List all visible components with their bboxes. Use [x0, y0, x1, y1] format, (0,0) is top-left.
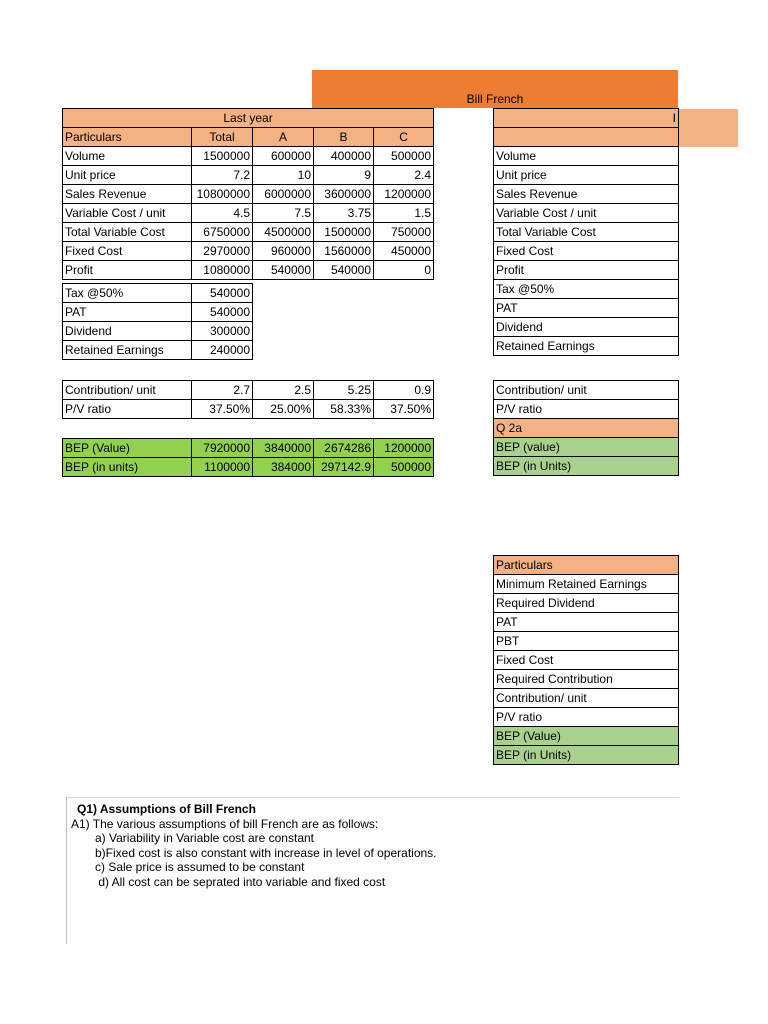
notes-item: b)Fixed cost is also constant with increase in level of operations.	[95, 845, 437, 860]
row-label: Minimum Retained Earnings	[494, 575, 679, 594]
row-label: Total Variable Cost	[494, 222, 679, 241]
last-year-table	[62, 108, 434, 280]
cell: 58.33%	[314, 400, 374, 419]
notes-intro: A1) The various assumptions of bill French are as follows:	[71, 816, 379, 831]
row-label: Unit price	[494, 165, 679, 184]
company-title: Bill French	[466, 92, 524, 106]
table-row	[494, 651, 679, 670]
notes-item: d) All cost can be seprated into variable and fixed cost	[95, 874, 386, 889]
row-label: Required Contribution	[494, 670, 679, 689]
table-row	[63, 400, 434, 419]
cell: 2.5	[253, 381, 314, 400]
table-row	[494, 575, 679, 594]
cell: 6750000	[192, 223, 253, 242]
row-label: Profit	[494, 260, 679, 279]
row-label: BEP (in Units)	[494, 746, 679, 765]
cell: 600000	[253, 147, 314, 166]
col-total: Total	[192, 128, 253, 147]
cell: 750000	[374, 223, 434, 242]
cell: 400000	[314, 147, 374, 166]
row-label: Total Variable Cost	[63, 223, 192, 242]
cell: 3.75	[314, 204, 374, 223]
cell: 0.9	[374, 381, 434, 400]
cell: 2674286	[314, 439, 374, 458]
last-year-label: Last year	[63, 109, 434, 128]
row-label: PAT	[494, 613, 679, 632]
row-label: PBT	[494, 632, 679, 651]
bep-table	[62, 438, 434, 477]
cell: 1500000	[192, 147, 253, 166]
table-row	[63, 303, 253, 322]
table-row	[63, 322, 253, 341]
cell: 1.5	[374, 204, 434, 223]
particulars-table	[493, 555, 679, 765]
title-banner	[312, 70, 678, 108]
cell: 7920000	[192, 439, 253, 458]
table-row	[494, 708, 679, 727]
header-extension	[678, 109, 738, 147]
row-label: Tax @50%	[63, 284, 192, 303]
cell: 25.00%	[253, 400, 314, 419]
table-row	[494, 438, 679, 457]
table-row	[494, 594, 679, 613]
table-row	[63, 458, 434, 477]
cell: 9	[314, 166, 374, 185]
table-row	[63, 185, 434, 204]
table-row	[494, 381, 679, 400]
contribution-table	[62, 380, 434, 419]
table-row	[63, 147, 434, 166]
cell: 3600000	[314, 185, 374, 204]
cell: 540000	[314, 261, 374, 280]
table-row	[494, 727, 679, 746]
right-header-empty	[494, 128, 679, 147]
cell: 240000	[192, 341, 253, 360]
row-label: BEP (Value)	[494, 727, 679, 746]
table-row	[63, 439, 434, 458]
col-particulars: Particulars	[63, 128, 192, 147]
cell: 1200000	[374, 185, 434, 204]
table-row	[63, 284, 253, 303]
table-row	[494, 241, 679, 260]
row-label: Required Dividend	[494, 594, 679, 613]
cell: 500000	[374, 458, 434, 477]
cell: 4500000	[253, 223, 314, 242]
right-header-row-2	[494, 128, 679, 147]
cell: 384000	[253, 458, 314, 477]
table-row	[494, 298, 679, 317]
row-label: Fixed Cost	[494, 241, 679, 260]
table-row	[63, 242, 434, 261]
row-label: Retained Earnings	[63, 341, 192, 360]
right-header-row	[494, 109, 679, 128]
row-label: Tax @50%	[494, 279, 679, 298]
table-row	[494, 279, 679, 298]
table-row	[494, 613, 679, 632]
table-row	[494, 222, 679, 241]
cell: 2.4	[374, 166, 434, 185]
row-label: BEP (in units)	[63, 458, 192, 477]
table-row	[494, 670, 679, 689]
cell: 2.7	[192, 381, 253, 400]
row-label: Volume	[494, 146, 679, 165]
cell: 1560000	[314, 242, 374, 261]
table-row	[63, 341, 253, 360]
assumptions-notes	[66, 797, 679, 944]
cell: 10	[253, 166, 314, 185]
row-label: P/V ratio	[494, 708, 679, 727]
particulars-header-row	[494, 556, 679, 575]
table-row	[494, 336, 679, 355]
cell: 4.5	[192, 204, 253, 223]
row-label: BEP (Value)	[63, 439, 192, 458]
cell: 960000	[253, 242, 314, 261]
row-label: BEP (value)	[494, 438, 679, 457]
row-label: PAT	[63, 303, 192, 322]
cell: 450000	[374, 242, 434, 261]
row-label: P/V ratio	[494, 400, 679, 419]
right-contribution-table	[493, 380, 679, 476]
cell: 540000	[192, 303, 253, 322]
row-label: PAT	[494, 298, 679, 317]
cell: 297142.9	[314, 458, 374, 477]
notes-item: c) Sale price is assumed to be constant	[95, 860, 305, 874]
notes-item: a) Variability in Variable cost are constant	[95, 831, 314, 845]
row-label: Dividend	[63, 322, 192, 341]
row-label: Retained Earnings	[494, 336, 679, 355]
table-row	[494, 317, 679, 336]
cell: 5.25	[314, 381, 374, 400]
cell: 37.50%	[192, 400, 253, 419]
table-row	[494, 400, 679, 419]
cell: 7.5	[253, 204, 314, 223]
row-label: Sales Revenue	[63, 185, 192, 204]
cell: 2970000	[192, 242, 253, 261]
table-row	[63, 261, 434, 280]
table-row	[63, 166, 434, 185]
table-row	[494, 632, 679, 651]
tax-table	[62, 283, 253, 360]
row-label: BEP (in Units)	[494, 457, 679, 476]
cell: 1100000	[192, 458, 253, 477]
row-label: Fixed Cost	[494, 651, 679, 670]
cell: 540000	[192, 284, 253, 303]
cell: 540000	[253, 261, 314, 280]
cell: 3840000	[253, 439, 314, 458]
q2a-row	[494, 419, 679, 438]
cell: 1200000	[374, 439, 434, 458]
table-row	[494, 146, 679, 165]
cell: 6000000	[253, 185, 314, 204]
row-label: Variable Cost / unit	[494, 203, 679, 222]
row-label: Contribution/ unit	[494, 689, 679, 708]
row-label: Profit	[63, 261, 192, 280]
row-label: P/V ratio	[63, 400, 192, 419]
cell: 10800000	[192, 185, 253, 204]
col-a: A	[253, 128, 314, 147]
table-row	[494, 746, 679, 765]
row-label: Volume	[63, 147, 192, 166]
table-row	[63, 204, 434, 223]
table-row	[63, 223, 434, 242]
cell: 7.2	[192, 166, 253, 185]
row-label: Dividend	[494, 317, 679, 336]
row-label: Variable Cost / unit	[63, 204, 192, 223]
row-label: Contribution/ unit	[63, 381, 192, 400]
cell: 500000	[374, 147, 434, 166]
cell: 1500000	[314, 223, 374, 242]
notes-title: Q1) Assumptions of Bill French	[77, 802, 256, 816]
table-row	[63, 381, 434, 400]
table-row	[494, 165, 679, 184]
col-c: C	[374, 128, 434, 147]
table-row	[494, 457, 679, 476]
table-row	[494, 203, 679, 222]
col-b: B	[314, 128, 374, 147]
right-table	[493, 108, 679, 356]
cell: 1080000	[192, 261, 253, 280]
column-header-row	[63, 128, 434, 147]
row-label: Unit price	[63, 166, 192, 185]
particulars-header: Particulars	[494, 556, 679, 575]
cell: 300000	[192, 322, 253, 341]
row-label: Sales Revenue	[494, 184, 679, 203]
cell: 0	[374, 261, 434, 280]
cell: 37.50%	[374, 400, 434, 419]
row-label: Contribution/ unit	[494, 381, 679, 400]
table-row	[494, 260, 679, 279]
table-row	[494, 184, 679, 203]
row-label: Fixed Cost	[63, 242, 192, 261]
q2a-label: Q 2a	[494, 419, 679, 438]
right-header-cut: I	[494, 109, 679, 128]
last-year-header-row	[63, 109, 434, 128]
table-row	[494, 689, 679, 708]
